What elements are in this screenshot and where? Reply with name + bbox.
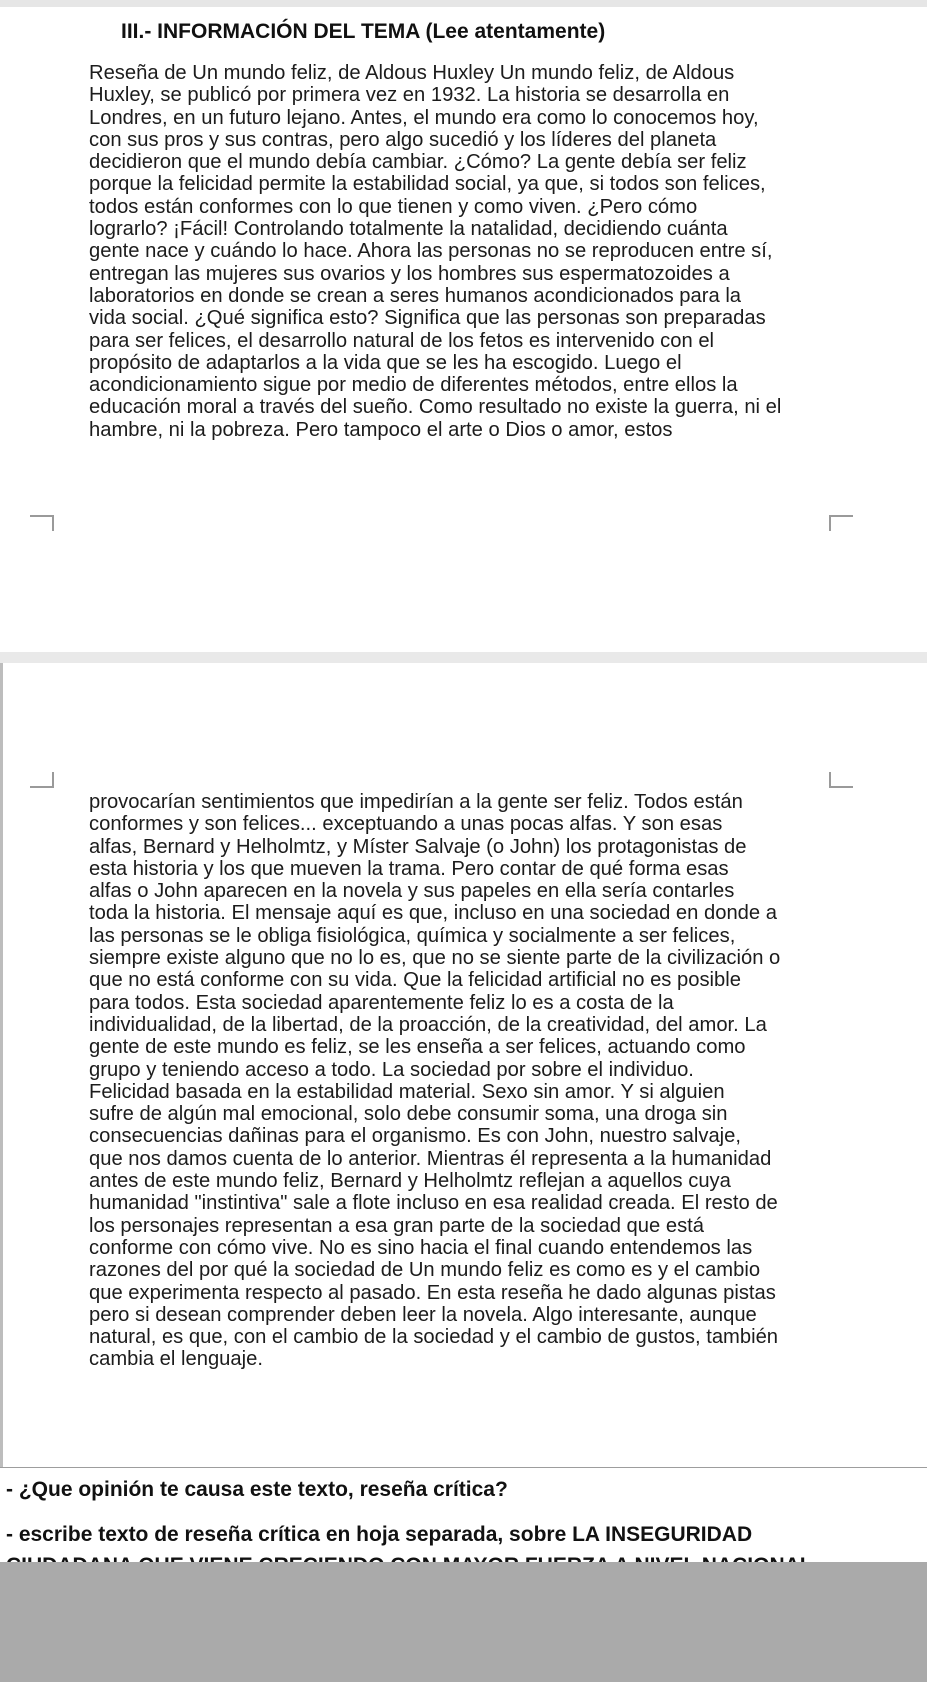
question-line: - escribe texto de reseña crítica en hoja separada, sobre LA INSEGURIDAD [6, 1523, 753, 1546]
paragraph-line: antes de este mundo feliz, Bernard y Helholmtz reflejan a aquellos cuya [89, 1170, 731, 1193]
paragraph-line: grupo y teniendo acceso a todo. La sociedad por sobre el individuo. [89, 1058, 694, 1081]
paragraph-line: todos están conformes con lo que tienen y como viven. ¿Pero cómo [89, 195, 698, 218]
paragraph-line: vida social. ¿Qué significa esto? Significa que las personas son preparadas [89, 307, 766, 330]
paragraph-line: las personas se le obliga fisiológica, química y socialmente a ser felices, [89, 924, 736, 947]
paragraph-line: Londres, en un futuro lejano. Antes, el mundo era como lo conocemos hoy, [89, 106, 759, 129]
paragraph-line: lograrlo? ¡Fácil! Controlando totalmente la natalidad, decidiendo cuánta [89, 218, 728, 241]
paragraph-line: alfas o John aparecen en la novela y sus papeles en ella sería contarles [89, 880, 735, 903]
paragraph-line: porque la felicidad permite la estabilidad social, ya que, si todos son felices, [89, 173, 766, 196]
paragraph-line: acondicionamiento sigue por medio de diferentes métodos, entre ellos la [89, 374, 738, 397]
review-paragraph-2 [89, 791, 834, 1371]
paragraph-line: laboratorios en donde se crean a seres humanos acondicionados para la [89, 284, 742, 307]
paragraph-line: siempre existe alguno que no lo es, que no se siente parte de la civilización o [89, 947, 781, 970]
paragraph-line: con sus pros y sus contras, pero algo sucedió y los líderes del planeta [89, 128, 717, 151]
page-corner-mark [829, 515, 853, 531]
question-opinion-text: - ¿Que opinión te causa este texto, reseña crítica? [6, 1478, 508, 1501]
paragraph-line: conforme con cómo vive. No es sino hacia el final cuando entendemos las [89, 1236, 753, 1259]
paragraph-line: para ser felices, el desarrollo natural de los fetos es intervenido con el [89, 329, 715, 352]
paragraph-line: que nos damos cuenta de lo anterior. Mientras él representa a la humanidad [89, 1147, 772, 1170]
paragraph-line: gente de este mundo es feliz, se les enseña a ser felices, actuando como [89, 1036, 746, 1059]
paragraph-line: que experimenta respecto al pasado. En esta reseña he dado algunas pistas [89, 1281, 776, 1304]
page-corner-mark [829, 772, 853, 788]
paragraph-line: propósito de adaptarlos a la vida que se les ha escogido. Luego el [89, 351, 682, 374]
page-top-edge [0, 0, 927, 7]
paragraph-line: Reseña de Un mundo feliz, de Aldous Huxley Un mundo feliz, de Aldous [89, 62, 735, 84]
paragraph-line: razones del por qué la sociedad de Un mundo feliz es como es y el cambio [89, 1259, 761, 1282]
question-opinion [6, 1474, 508, 1505]
paragraph-line: Felicidad basada en la estabilidad material. Sexo sin amor. Y si alguien [89, 1080, 725, 1103]
paragraph-line: Huxley, se publicó por primera vez en 1932. La historia se desarrolla en [89, 84, 730, 107]
paragraph-line: sufre de algún mal emocional, solo debe consumir soma, una droga sin [89, 1103, 728, 1126]
paragraph-line: hambre, ni la pobreza. Pero tampoco el arte o Dios o amor, estos [89, 418, 673, 441]
paragraph-line: humanidad "instintiva" sale a flote incluso en esa realidad creada. El resto de [89, 1192, 778, 1215]
paragraph-line: natural, es que, con el cambio de la sociedad y el cambio de gustos, también [89, 1326, 779, 1349]
paragraph-line: toda la historia. El mensaje aquí es que, incluso en una sociedad en donde a [89, 902, 777, 925]
paragraph-line: consecuencias dañinas para el organismo. Es con John, nuestro salvaje, [89, 1125, 741, 1148]
paragraph-line: esta historia y los que mueven la trama. Pero contar de qué forma esas [89, 857, 729, 880]
page-separator [0, 652, 927, 663]
paragraph-line: decidieron que el mundo debía cambiar. ¿Cómo? La gente debía ser feliz [89, 151, 747, 174]
paragraph-line: individualidad, de la libertad, de la proacción, de la creatividad, del amor. La [89, 1013, 767, 1036]
paragraph-line: conformes y son felices... exceptuando a unas pocas alfas. Y son esas [89, 813, 723, 836]
footer-gray-band [0, 1562, 927, 1682]
paragraph-line: gente nace y cuándo lo hace. Ahora las personas no se reproducen entre sí, [89, 240, 773, 263]
page-corner-mark [30, 515, 54, 531]
paragraph-line: entregan las mujeres sus ovarios y los hombres sus espermatozoides a [89, 262, 730, 285]
paragraph-line: educación moral a través del sueño. Como resultado no existe la guerra, ni el [89, 396, 782, 419]
paragraph-line: provocarían sentimientos que impedirían a la gente ser feliz. Todos están [89, 791, 743, 813]
left-margin-rule [0, 663, 3, 1467]
review-paragraph-1 [89, 62, 834, 441]
paragraph-line: los personajes representan a esa gran parte de la sociedad que está [89, 1214, 705, 1237]
paragraph-line: pero si desean comprender deben leer la novela. Algo interesante, aunque [89, 1303, 757, 1326]
page-corner-mark [30, 772, 54, 788]
bottom-divider [0, 1467, 927, 1468]
paragraph-line: que no está conforme con su vida. Que la felicidad artificial no es posible [89, 969, 741, 992]
paragraph-line: alfas, Bernard y Helholmtz, y Míster Salvaje (o John) los protagonistas de [89, 835, 747, 858]
paragraph-line: cambia el lenguaje. [89, 1348, 263, 1371]
paragraph-line: para todos. Esta sociedad aparentemente feliz lo es a costa de la [89, 991, 674, 1014]
section-heading: III.- INFORMACIÓN DEL TEMA (Lee atentamente) [121, 20, 606, 43]
